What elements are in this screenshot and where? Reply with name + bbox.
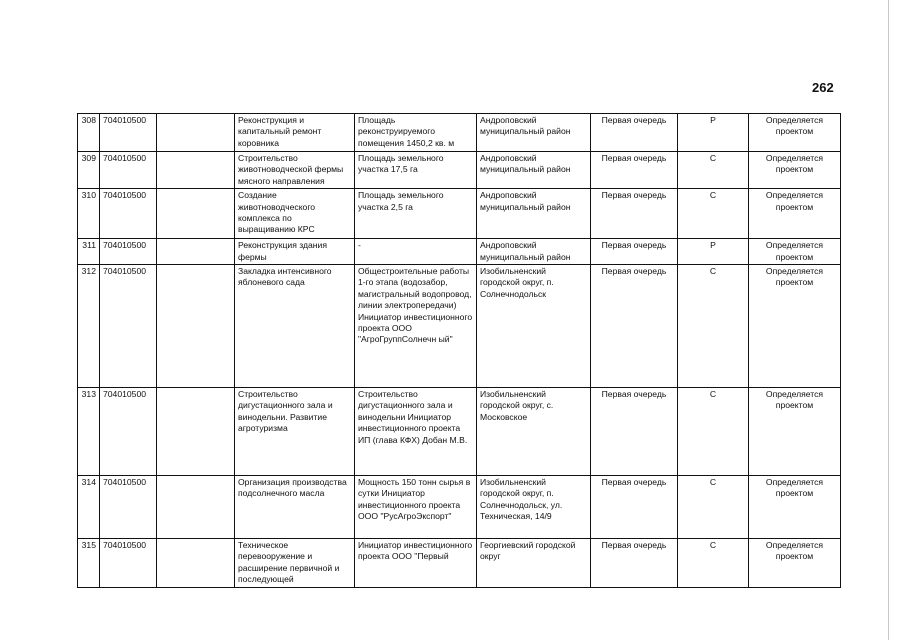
table-row <box>78 476 841 539</box>
table-row <box>78 189 841 239</box>
implementation-stage: Первая очередь <box>591 388 678 476</box>
oktmo-code: 704010500 <box>100 476 157 539</box>
implementation-stage: Первая очередь <box>591 239 678 265</box>
implementation-stage: Первая очередь <box>591 476 678 539</box>
work-type: С <box>678 388 749 476</box>
implementation-stage: Первая очередь <box>591 539 678 588</box>
object-parameters: Строительство дигустационного зала и винодельни Инициатор инвестиционного проекта ИП (глава КФХ) Добан М.В. <box>355 388 477 476</box>
table-row <box>78 114 841 152</box>
implementation-stage: Первая очередь <box>591 189 678 239</box>
object-name: Организация производства подсолнечного масла <box>235 476 355 539</box>
oktmo-code: 704010500 <box>100 114 157 152</box>
object-location: Андроповский муниципальный район <box>477 114 591 152</box>
row-number: 312 <box>78 265 100 388</box>
object-name: Закладка интенсивного яблоневого сада <box>235 265 355 388</box>
empty-cell <box>157 239 235 265</box>
row-number: 308 <box>78 114 100 152</box>
cost-note: Определяется проектом <box>749 476 841 539</box>
cost-note: Определяется проектом <box>749 388 841 476</box>
object-name: Создание животноводческого комплекса по выращиванию КРС <box>235 189 355 239</box>
object-parameters: - <box>355 239 477 265</box>
work-type: С <box>678 189 749 239</box>
cost-note: Определяется проектом <box>749 189 841 239</box>
object-name: Строительство дигустационного зала и винодельни. Развитие агротуризма <box>235 388 355 476</box>
cost-note: Определяется проектом <box>749 539 841 588</box>
object-location: Андроповский муниципальный район <box>477 239 591 265</box>
page-number: 262 <box>812 80 834 95</box>
object-name: Реконструкция и капитальный ремонт коровника <box>235 114 355 152</box>
empty-cell <box>157 539 235 588</box>
object-parameters: Инициатор инвестиционного проекта ООО "Первый <box>355 539 477 588</box>
object-name: Строительство животноводческой фермы мясного направления <box>235 152 355 189</box>
row-number: 313 <box>78 388 100 476</box>
row-number: 310 <box>78 189 100 239</box>
work-type: С <box>678 152 749 189</box>
cost-note: Определяется проектом <box>749 265 841 388</box>
oktmo-code: 704010500 <box>100 152 157 189</box>
registry-table <box>77 113 841 588</box>
implementation-stage: Первая очередь <box>591 152 678 189</box>
empty-cell <box>157 476 235 539</box>
table-row <box>78 239 841 265</box>
oktmo-code: 704010500 <box>100 239 157 265</box>
object-location: Изобильненский городской округ, с. Московское <box>477 388 591 476</box>
work-type: Р <box>678 114 749 152</box>
work-type: С <box>678 539 749 588</box>
table-row <box>78 388 841 476</box>
table-row <box>78 265 841 388</box>
row-number: 309 <box>78 152 100 189</box>
work-type: С <box>678 265 749 388</box>
object-parameters: Площадь земельного участка 17,5 га <box>355 152 477 189</box>
empty-cell <box>157 265 235 388</box>
empty-cell <box>157 114 235 152</box>
page-edge-line <box>888 0 889 640</box>
object-location: Андроповский муниципальный район <box>477 189 591 239</box>
object-name: Техническое перевооружение и расширение первичной и последующей <box>235 539 355 588</box>
object-parameters: Общестроительные работы 1-го этапа (водозабор, магистральный водопровод, линии электропередачи) Инициатор инвестиционного проекта ООО "АгроГруппСолнечн ый" <box>355 265 477 388</box>
row-number: 314 <box>78 476 100 539</box>
empty-cell <box>157 152 235 189</box>
row-number: 311 <box>78 239 100 265</box>
cost-note: Определяется проектом <box>749 239 841 265</box>
empty-cell <box>157 388 235 476</box>
row-number: 315 <box>78 539 100 588</box>
object-location: Изобильненский городской округ, п. Солнечнодольск, ул. Техническая, 14/9 <box>477 476 591 539</box>
oktmo-code: 704010500 <box>100 539 157 588</box>
object-location: Изобильненский городской округ, п. Солнечнодольск <box>477 265 591 388</box>
implementation-stage: Первая очередь <box>591 265 678 388</box>
object-parameters: Площадь земельного участка 2,5 га <box>355 189 477 239</box>
cost-note: Определяется проектом <box>749 114 841 152</box>
object-parameters: Мощность 150 тонн сырья в сутки Инициатор инвестиционного проекта ООО "РусАгроЭкспорт" <box>355 476 477 539</box>
implementation-stage: Первая очередь <box>591 114 678 152</box>
table-row <box>78 152 841 189</box>
object-name: Реконструкция здания фермы <box>235 239 355 265</box>
object-location: Андроповский муниципальный район <box>477 152 591 189</box>
work-type: Р <box>678 239 749 265</box>
oktmo-code: 704010500 <box>100 189 157 239</box>
cost-note: Определяется проектом <box>749 152 841 189</box>
table-row <box>78 539 841 588</box>
oktmo-code: 704010500 <box>100 388 157 476</box>
object-location: Георгиевский городской округ <box>477 539 591 588</box>
empty-cell <box>157 189 235 239</box>
oktmo-code: 704010500 <box>100 265 157 388</box>
work-type: С <box>678 476 749 539</box>
object-parameters: Площадь реконструируемого помещения 1450,2 кв. м <box>355 114 477 152</box>
